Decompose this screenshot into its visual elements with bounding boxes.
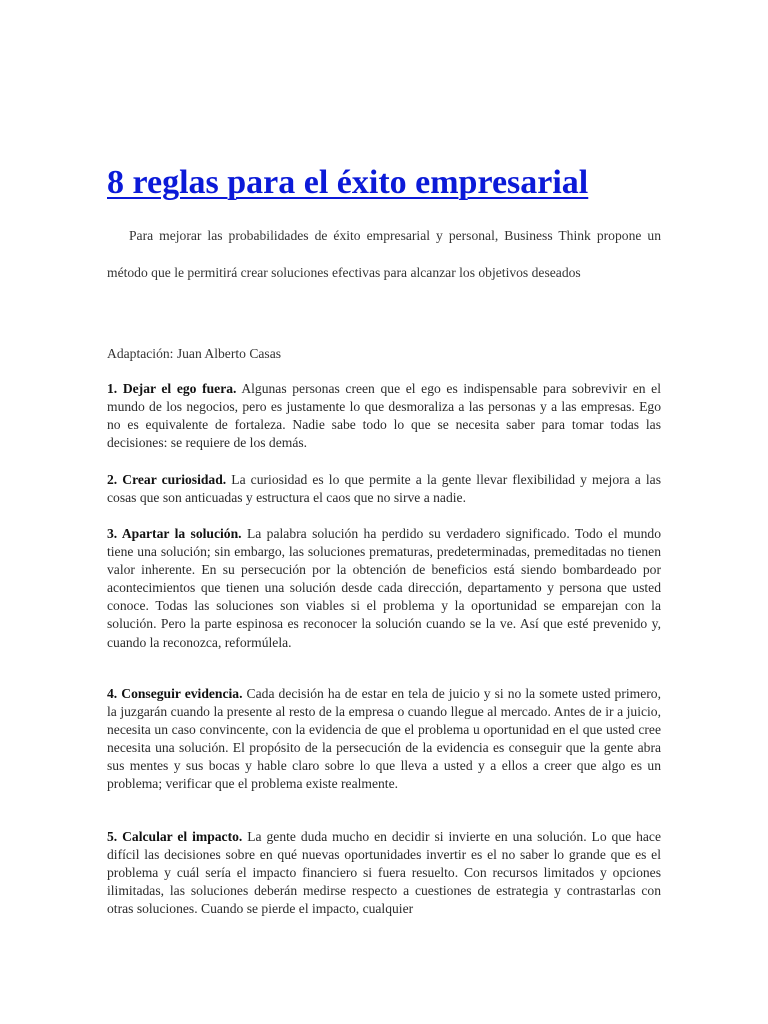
rule-heading: 3. Apartar la solución.	[107, 526, 242, 541]
rule-paragraph-4	[107, 685, 661, 794]
rule-text: La palabra solución ha perdido su verdadero significado. Todo el mundo tiene una solución; sin embargo, las soluciones prematuras, predeterminadas, premeditadas no tienen valor inherente. En su persecución por la obtención de beneficios está siendo bombardeado por acontecimientos que tienen una solución desde cada dirección, departamento y persona que usted conoce. Todas las soluciones son viables si el problema y la oportunidad se emparejan con la solución. Pero la parte espinosa es reconocer la solución cuando se la ve. Así que esté prevenido y, cuando la reconozca, reformúlela.	[107, 526, 661, 650]
rule-text: La gente duda mucho en decidir si invierte en una solución. Lo que hace difícil las decisiones sobre en qué nuevas oportunidades invertir es el no saber lo grande que es el problema y cuál sería el impacto financiero si fuera resuelto. Con recursos limitados y opciones ilimitadas, las soluciones deberán medirse respecto a cuestiones de estrategia y contrastarlas con otras soluciones. Cuando se pierde el impacto, cualquier	[107, 829, 661, 917]
rule-paragraph-5	[107, 828, 661, 924]
rule-heading: 1. Dejar el ego fuera.	[107, 381, 237, 396]
intro-paragraph: Para mejorar las probabilidades de éxito empresarial y personal, Business Think propone un método que le permitirá crear soluciones efectivas para alcanzar los objetivos deseados	[107, 228, 661, 280]
rule-text: Algunas personas creen que el ego es indispensable para sobrevivir en el mundo de los negocios, pero es justamente lo que desmoraliza a las personas y a las empresas. Ego no es equivalente de fortaleza. Nadie sabe todo lo que se necesita saber para tomar todas las decisiones: se requiere de los demás.	[107, 381, 661, 451]
author-credit: Adaptación: Juan Alberto Casas	[107, 346, 282, 361]
rule-text: La curiosidad es lo que permite a la gente llevar flexibilidad y mejora a las cosas que son anticuadas y estructura el caos que no sirve a nadie.	[107, 472, 661, 506]
rule-paragraph-3	[107, 525, 661, 652]
document-title[interactable]: 8 reglas para el éxito empresarial	[107, 164, 589, 201]
rule-heading: 5. Calcular el impacto.	[107, 829, 243, 844]
rule-heading: 2. Crear curiosidad.	[107, 472, 227, 487]
rule-text: Cada decisión ha de estar en tela de juicio y si no la somete usted primero, la juzgarán cuando la presente al resto de la empresa o cuando llegue al mercado. Antes de ir a juicio, necesita un caso convincente, con la evidencia de que el problema u oportunidad en el que usted cree necesita una solución. El propósito de la persecución de la evidencia es conseguir que la gente abra sus mentes y sus bocas y hable claro sobre lo que lleva a usted y a ellos a creer que algo es un problema; verificar que el problema existe realmente.	[107, 686, 661, 792]
rule-heading: 4. Conseguir evidencia.	[107, 686, 243, 701]
rule-paragraph-2	[107, 471, 661, 507]
rule-paragraph-1	[107, 380, 661, 452]
